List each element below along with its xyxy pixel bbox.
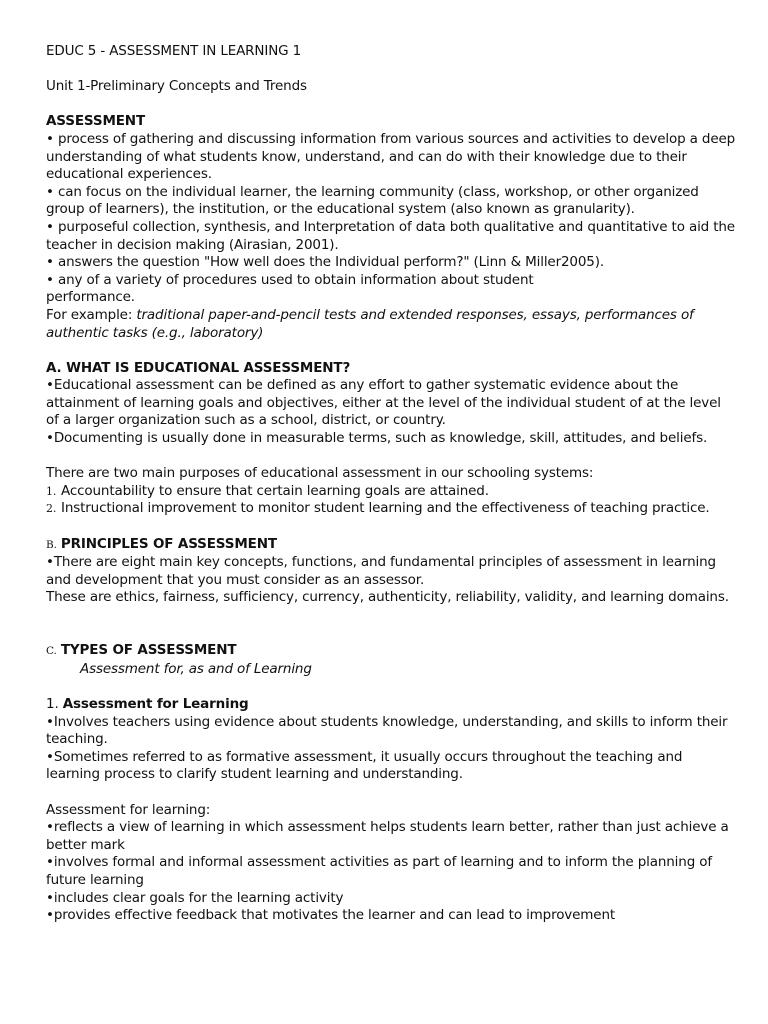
item-1-bullet-2: •Sometimes referred to as formative assessment, it usually occurs throughout the teaching and learning process to clarify student learning and understanding. [46, 748, 683, 783]
list-item-text: Instructional improvement to monitor student learning and the effectiveness of teaching practice. [61, 500, 710, 517]
section-a-bullet-2: •Documenting is usually done in measurable terms, such as knowledge, skill, attitudes, and beliefs. [46, 430, 708, 447]
example-text: traditional paper-and-pencil tests and extended responses, essays, performances of authentic tasks (e.g., laboratory) [46, 306, 694, 341]
afl-label: Assessment for learning: [46, 801, 211, 818]
assessment-bullet-4: • answers the question "How well does the Individual perform?" (Linn & Miller2005). [46, 254, 604, 271]
item-1-heading [46, 696, 736, 714]
item-1-number: 1. [46, 695, 63, 712]
assessment-bullet-2: • can focus on the individual learner, the learning community (class, workshop, or other organized group of learners), the institution, or the educational system (also known as granularity). [46, 183, 699, 218]
course-title: EDUC 5 - ASSESSMENT IN LEARNING 1 [46, 43, 302, 59]
assessment-heading: ASSESSMENT [46, 113, 146, 130]
section-c-subtitle: Assessment for, as and of Learning [80, 660, 312, 677]
example-label: For example: [46, 306, 137, 323]
section-c-heading [46, 642, 736, 661]
section-b-text: These are ethics, fairness, sufficiency, currency, authenticity, reliability, validity, and learning domains. [46, 589, 729, 606]
list-item-text: Accountability to ensure that certain learning goals are attained. [61, 482, 489, 499]
afl-bullet-2: •involves formal and informal assessment activities as part of learning and to inform the planning of future learning [46, 854, 712, 888]
unit-title: Unit 1-Preliminary Concepts and Trends [46, 78, 307, 95]
list-item [46, 483, 736, 501]
section-b-title: PRINCIPLES OF ASSESSMENT [60, 535, 277, 552]
document-page [46, 43, 736, 925]
purposes-list [46, 483, 736, 518]
assessment-bullet-1: • process of gathering and discussing information from various sources and activities to develop a deep understanding of what students know, understand, and can do with their knowledge due to their educational experiences. [46, 130, 736, 183]
afl-bullet-3: •includes clear goals for the learning activity [46, 889, 344, 906]
section-b-heading [46, 536, 736, 555]
afl-bullet-1: •reflects a view of learning in which assessment helps students learn better, rather than just achieve a better mark [46, 819, 729, 853]
section-c-letter: C. [46, 645, 57, 658]
assessment-bullet-3: • purposeful collection, synthesis, and Interpretation of data both qualitative and quantitative to aid the teacher in decision making (Airasian, 2001). [46, 218, 735, 253]
section-a-heading: A. WHAT IS EDUCATIONAL ASSESSMENT? [46, 359, 351, 376]
afl-bullet-4: •provides effective feedback that motivates the learner and can lead to improvement [46, 907, 615, 924]
assessment-bullet-continuation: performance. [46, 289, 135, 306]
section-b-letter: B. [46, 538, 57, 551]
item-1-title: Assessment for Learning [62, 695, 249, 712]
list-item-number: 1. [46, 484, 57, 498]
section-a-bullet-1: •Educational assessment can be defined as any effort to gather systematic evidence about the attainment of learning goals and objectives, either at the level of the individual student of at the level of a larger organization such as a school, district, or country. [46, 377, 721, 429]
section-b-bullet: •There are eight main key concepts, functions, and fundamental principles of assessment in learning and development that you must consider as an assessor. [46, 554, 716, 588]
assessment-bullet-5: • any of a variety of procedures used to obtain information about student [46, 271, 534, 288]
list-item-number: 2. [46, 502, 57, 516]
purposes-intro: There are two main purposes of educational assessment in our schooling systems: [46, 465, 594, 482]
assessment-example [46, 307, 736, 342]
list-item [46, 500, 736, 518]
item-1-bullet-1: •Involves teachers using evidence about students knowledge, understanding, and skills to inform their teaching. [46, 713, 728, 748]
section-c-title: TYPES OF ASSESSMENT [60, 642, 237, 659]
